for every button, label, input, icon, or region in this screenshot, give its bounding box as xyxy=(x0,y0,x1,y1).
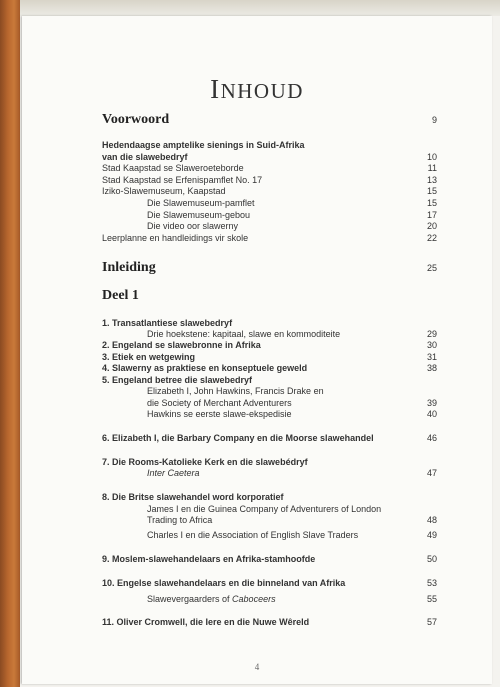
document-page xyxy=(22,16,492,684)
toc-section-voorwoord[interactable] xyxy=(102,112,437,128)
book-binding-edge xyxy=(0,0,20,687)
toc-chapter[interactable]: 6. Elizabeth I, die Barbary Company en die Moorse slawehandel 46 xyxy=(102,433,437,443)
toc-entry[interactable]: Drie hoekstene: kapitaal, slawe en kommoditeite 29 xyxy=(147,329,437,339)
toc-entry[interactable]: Die Slawemuseum-pamflet 15 xyxy=(147,198,437,208)
toc-heading: Hedendaagse amptelike sienings in Suid-Afrika xyxy=(102,140,305,150)
toc-entry[interactable]: Die Slawemuseum-gebou 17 xyxy=(147,210,437,220)
toc-chapter[interactable]: 1. Transatlantiese slawebedryf xyxy=(102,318,233,328)
page-number: 9 xyxy=(431,115,437,125)
toc-heading[interactable]: van die slawebedryf 10 xyxy=(102,152,437,162)
toc-entry: Elizabeth I, John Hawkins, Francis Drake en xyxy=(147,386,324,396)
toc-entry[interactable]: Leerplanne en handleidings vir skole 22 xyxy=(102,233,437,243)
toc-entry[interactable]: die Society of Merchant Adventurers 39 xyxy=(147,398,437,408)
toc-entry: James I en die Guinea Company of Adventurers of London xyxy=(147,504,382,514)
page-title: INHOUD xyxy=(210,74,304,104)
toc-chapter[interactable]: 7. Die Rooms-Katolieke Kerk en die slawebédryf xyxy=(102,457,308,467)
toc-entry[interactable]: Iziko-Slawemuseum, Kaapstad 15 xyxy=(102,186,437,196)
toc-entry[interactable]: Inter Caetera 47 xyxy=(147,468,437,478)
toc-entry[interactable]: Stad Kaapstad se Slaweroeteborde 11 xyxy=(102,163,437,173)
toc-chapter[interactable]: 4. Slawerny as praktiese en konseptuele geweld 38 xyxy=(102,363,437,373)
toc-chapter[interactable]: 2. Engeland se slawebronne in Afrika 30 xyxy=(102,340,437,350)
toc-chapter[interactable]: 10. Engelse slawehandelaars en die binneland van Afrika 53 xyxy=(102,578,437,588)
toc-chapter[interactable]: 3. Etiek en wetgewing 31 xyxy=(102,352,437,362)
scan-top-edge xyxy=(20,0,500,16)
toc-chapter[interactable]: 11. Oliver Cromwell, die Iere en die Nuwe Wêreld 57 xyxy=(102,617,437,627)
toc-entry[interactable]: Slawevergaarders of Caboceers 55 xyxy=(147,594,437,604)
toc-entry[interactable]: Die video oor slawerny 20 xyxy=(147,221,437,231)
section-label: Voorwoord xyxy=(102,112,170,127)
toc-chapter[interactable]: 5. Engeland betree die slawebedryf xyxy=(102,375,253,385)
toc-entry[interactable]: Hawkins se eerste slawe-ekspedisie 40 xyxy=(147,409,437,419)
page-number: 10 xyxy=(426,152,437,162)
section-label: Inleiding xyxy=(102,260,156,275)
page-footer-number: 4 xyxy=(254,662,260,672)
toc-section-inleiding[interactable] xyxy=(102,260,437,276)
toc-part-heading: Deel 1 xyxy=(102,288,139,303)
toc-entry[interactable]: Stad Kaapstad se Erfenispamflet No. 17 13 xyxy=(102,175,437,185)
toc-entry[interactable]: Trading to Africa 48 xyxy=(147,515,437,525)
toc-chapter[interactable]: 8. Die Britse slawehandel word korporatief xyxy=(102,492,284,502)
page-number: 25 xyxy=(426,263,437,273)
toc-chapter[interactable]: 9. Moslem-slawehandelaars en Afrika-stamhoofde 50 xyxy=(102,554,437,564)
toc-entry[interactable]: Charles I en die Association of English Slave Traders 49 xyxy=(147,530,437,540)
